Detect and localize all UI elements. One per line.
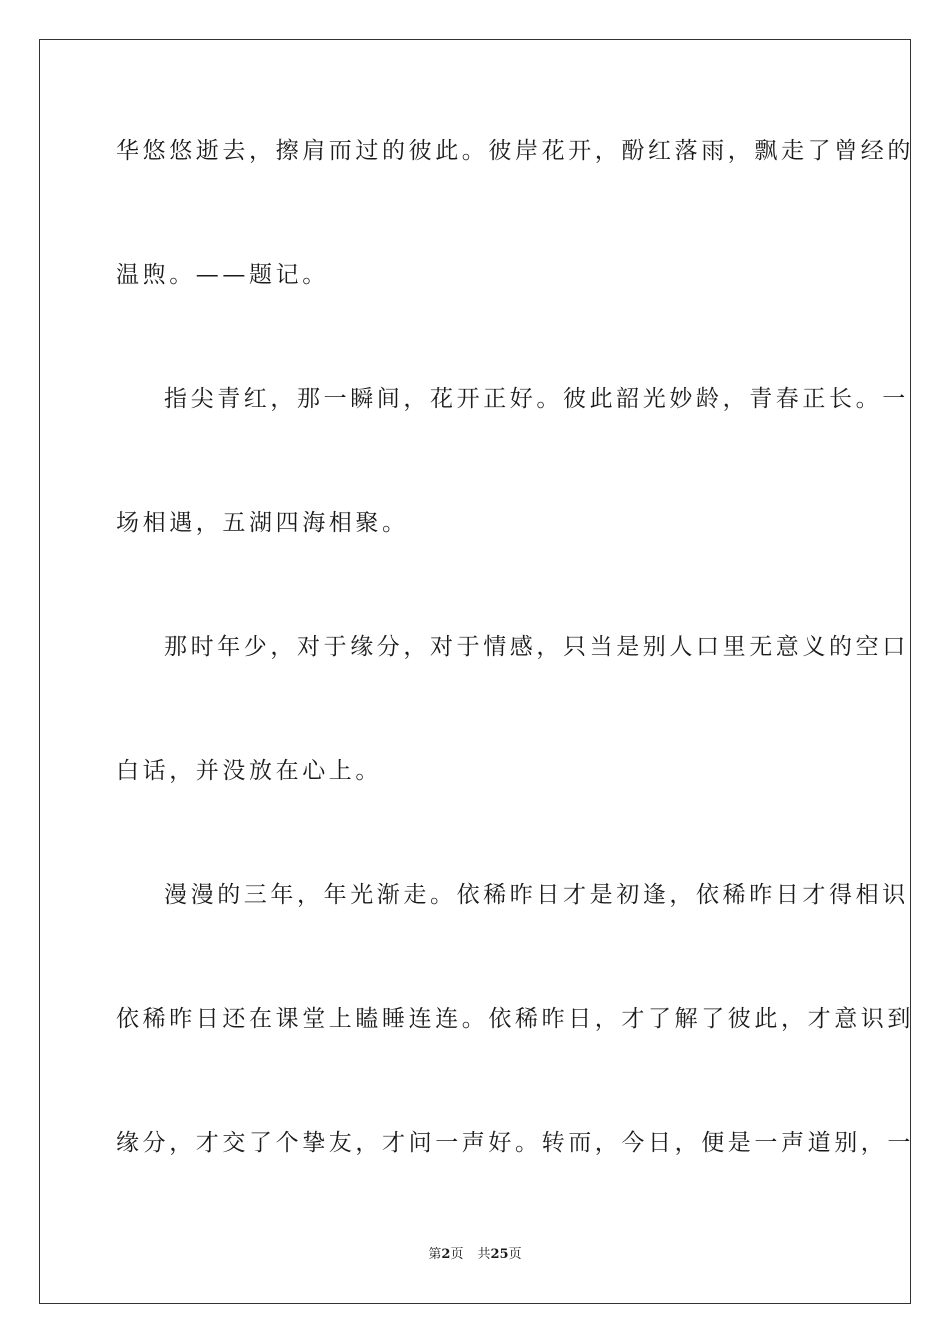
body-line-5: 那时年少，对于缘分，对于情感，只当是别人口里无意义的空口: [164, 634, 909, 660]
page-suffix: 页: [450, 1247, 464, 1262]
page-footer: [0, 1246, 950, 1264]
body-line-3: 指尖青红，那一瞬间，花开正好。彼此韶光妙龄，青春正长。一: [164, 386, 909, 412]
total-prefix: 共: [477, 1247, 491, 1262]
total-suffix: 页: [508, 1247, 522, 1262]
body-line-1: 华悠悠逝去，擦肩而过的彼此。彼岸花开，酚红落雨，飘走了曾经的: [116, 138, 914, 164]
page-prefix: 第: [428, 1247, 442, 1262]
page-frame: [39, 39, 914, 1304]
body-line-2: 温煦。——题记。: [116, 262, 329, 288]
body-line-7: 漫漫的三年，年光渐走。依稀昨日才是初逢，依稀昨日才得相识: [164, 882, 909, 908]
body-line-4: 场相遇，五湖四海相聚。: [116, 510, 409, 536]
total-pages: 25: [490, 1247, 509, 1262]
body-line-8: 依稀昨日还在课堂上瞌睡连连。依稀昨日，才了解了彼此，才意识到: [116, 1006, 914, 1032]
body-line-9: 缘分，才交了个挚友，才问一声好。转而，今日，便是一声道别，一: [116, 1130, 914, 1156]
body-line-6: 白话，并没放在心上。: [116, 758, 382, 784]
page-number: 2: [441, 1247, 451, 1262]
